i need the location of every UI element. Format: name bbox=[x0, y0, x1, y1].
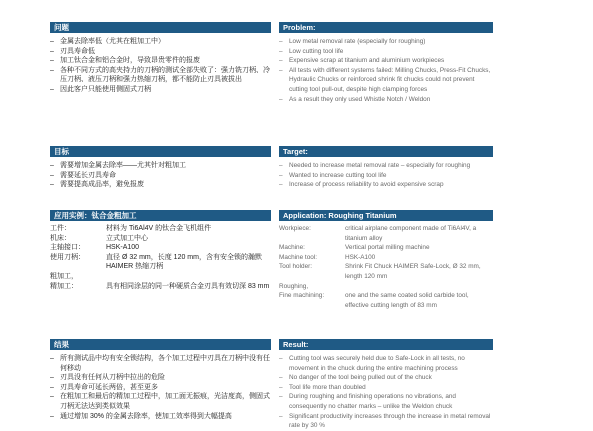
problem-cn-list bbox=[50, 37, 271, 95]
list-item: – 因此客户只能使用侧固式刀柄 bbox=[50, 85, 151, 93]
list-item: – Increase of process reliability to avoid expensive scrap bbox=[279, 181, 444, 189]
target-cn-title: 目标 bbox=[50, 146, 271, 157]
application-cn-title: 应用实例：钛合金粗加工 bbox=[50, 210, 271, 221]
list-item: – 通过增加 30% 的金属去除率，使加工效率得到大幅提高 bbox=[50, 412, 232, 420]
application-cn-table bbox=[50, 224, 271, 291]
list-item: – Tool life more than doubled bbox=[279, 383, 366, 391]
list-item: – 需要提高成品率，避免报废 bbox=[50, 181, 144, 189]
result-en-section bbox=[279, 339, 493, 431]
list-item: – Cutting tool was securely held due to Safe-Lock in all tests, no movement in the chuck during the entire machining process bbox=[279, 355, 465, 372]
result-cn-section bbox=[50, 339, 271, 421]
list-item: – Needed to increase metal removal rate – especially for roughing bbox=[279, 162, 471, 169]
table-row: Workpiece: critical airplane component made of Ti6Al4V, a titanium alloy bbox=[279, 225, 477, 242]
list-item: – 需要增加金属去除率——尤其针对粗加工 bbox=[50, 162, 186, 169]
list-item: – Wanted to increase cutting tool life bbox=[279, 171, 387, 179]
list-item: – Significant productivity increases through the increase in metal removal rate by 30 % bbox=[279, 412, 491, 430]
application-en-title: Application: Roughing Titanium bbox=[279, 210, 493, 221]
list-item: – Low metal removal rate (especially for roughing) bbox=[279, 38, 426, 45]
target-en-list bbox=[279, 161, 493, 190]
application-cn-section bbox=[50, 210, 271, 291]
table-row: 精加工： 具有相同涂层的同一种硬质合金刃具有效切深 83 mm bbox=[50, 282, 270, 290]
table-row: 使用刀柄： 直径 Ø 32 mm，长度 120 mm，含有安全锁的瀚默 HAIMER 热缩刀柄 bbox=[50, 253, 262, 271]
table-row: Machine tool: HSK-A100 bbox=[279, 253, 376, 261]
problem-cn-title: 问题 bbox=[50, 22, 271, 33]
list-item: – 加工钛合金和铝合金时，导致昂贵零件的报废 bbox=[50, 57, 200, 65]
list-item: – As a result they only used Whistle Notch / Weldon bbox=[279, 95, 431, 103]
list-item: – Expensive scrap at titanium and aluminium workpieces bbox=[279, 57, 445, 65]
target-cn-list bbox=[50, 161, 271, 190]
result-cn-title: 结果 bbox=[50, 339, 271, 350]
table-row: 机床： 立式加工中心 bbox=[50, 234, 148, 242]
list-item: – Low cutting tool life bbox=[279, 47, 344, 55]
problem-en-title: Problem: bbox=[279, 22, 493, 33]
result-en-title: Result: bbox=[279, 339, 493, 350]
result-cn-list bbox=[50, 354, 271, 421]
list-item: – 在粗加工和最后的精加工过程中，加工面无振痕，光洁度高，侧固式刀柄无法达到类似效果 bbox=[50, 393, 270, 410]
problem-en-section bbox=[279, 22, 493, 104]
table-row: Tool holder: Shrink Fit Chuck HAIMER Safe-Lock, Ø 32 mm, length 120 mm bbox=[279, 263, 481, 280]
target-cn-section bbox=[50, 146, 271, 190]
list-item: – 各种不同方式的高夹持力的刀柄的测试全部失败了：强力铣刀柄、冷压刀柄、液压刀柄和强力热缩刀柄，都不能防止刃具被拔出 bbox=[50, 66, 270, 84]
table-row: Machine: Vertical portal milling machine bbox=[279, 244, 430, 252]
list-item: – 刃具寿命可延长两倍，甚至更多 bbox=[50, 383, 158, 391]
list-item: – All tests with different systems failed: Milling Chucks, Press-Fit Chucks, Hydraulic Chucks or reinforced shrink fit chucks could not prevent cutting tool pull-out, despite high clamping forces bbox=[279, 66, 491, 93]
table-row: 主轴接口： HSK-A100 bbox=[50, 244, 140, 252]
list-item: – 金属去除率低（尤其在粗加工中） bbox=[50, 38, 165, 45]
target-en-title: Target: bbox=[279, 146, 493, 157]
result-en-list bbox=[279, 354, 493, 431]
target-en-section bbox=[279, 146, 493, 190]
list-item: – 刃具寿命低 bbox=[50, 47, 95, 55]
list-item: – No danger of the tool being pulled out of the chuck bbox=[279, 374, 432, 382]
list-item: – 所有测试品中均有安全锁结构，各个加工过程中刃具在刀柄中没有任何移动 bbox=[50, 355, 270, 372]
problem-en-list bbox=[279, 37, 493, 104]
list-item: – During roughing and finishing operations no vibrations, and consequently no chatter marks – unlike the Weldon chuck bbox=[279, 393, 456, 410]
application-en-section bbox=[279, 210, 493, 310]
table-row: 工件： 材料为 Ti6Al4V 的钛合金飞机组件 bbox=[50, 225, 212, 232]
list-item: – 刃具没有任何从刀柄中拉出的危险 bbox=[50, 374, 165, 382]
table-row: Roughing, bbox=[279, 282, 309, 290]
application-en-table bbox=[279, 224, 493, 310]
table-row: Fine machining: one and the same coated solid carbide tool, effective cutting length of 83 mm bbox=[279, 292, 469, 309]
list-item: – 需要延长刃具寿命 bbox=[50, 171, 116, 179]
table-row: 粗加工， bbox=[50, 272, 78, 280]
problem-cn-section bbox=[50, 22, 271, 95]
